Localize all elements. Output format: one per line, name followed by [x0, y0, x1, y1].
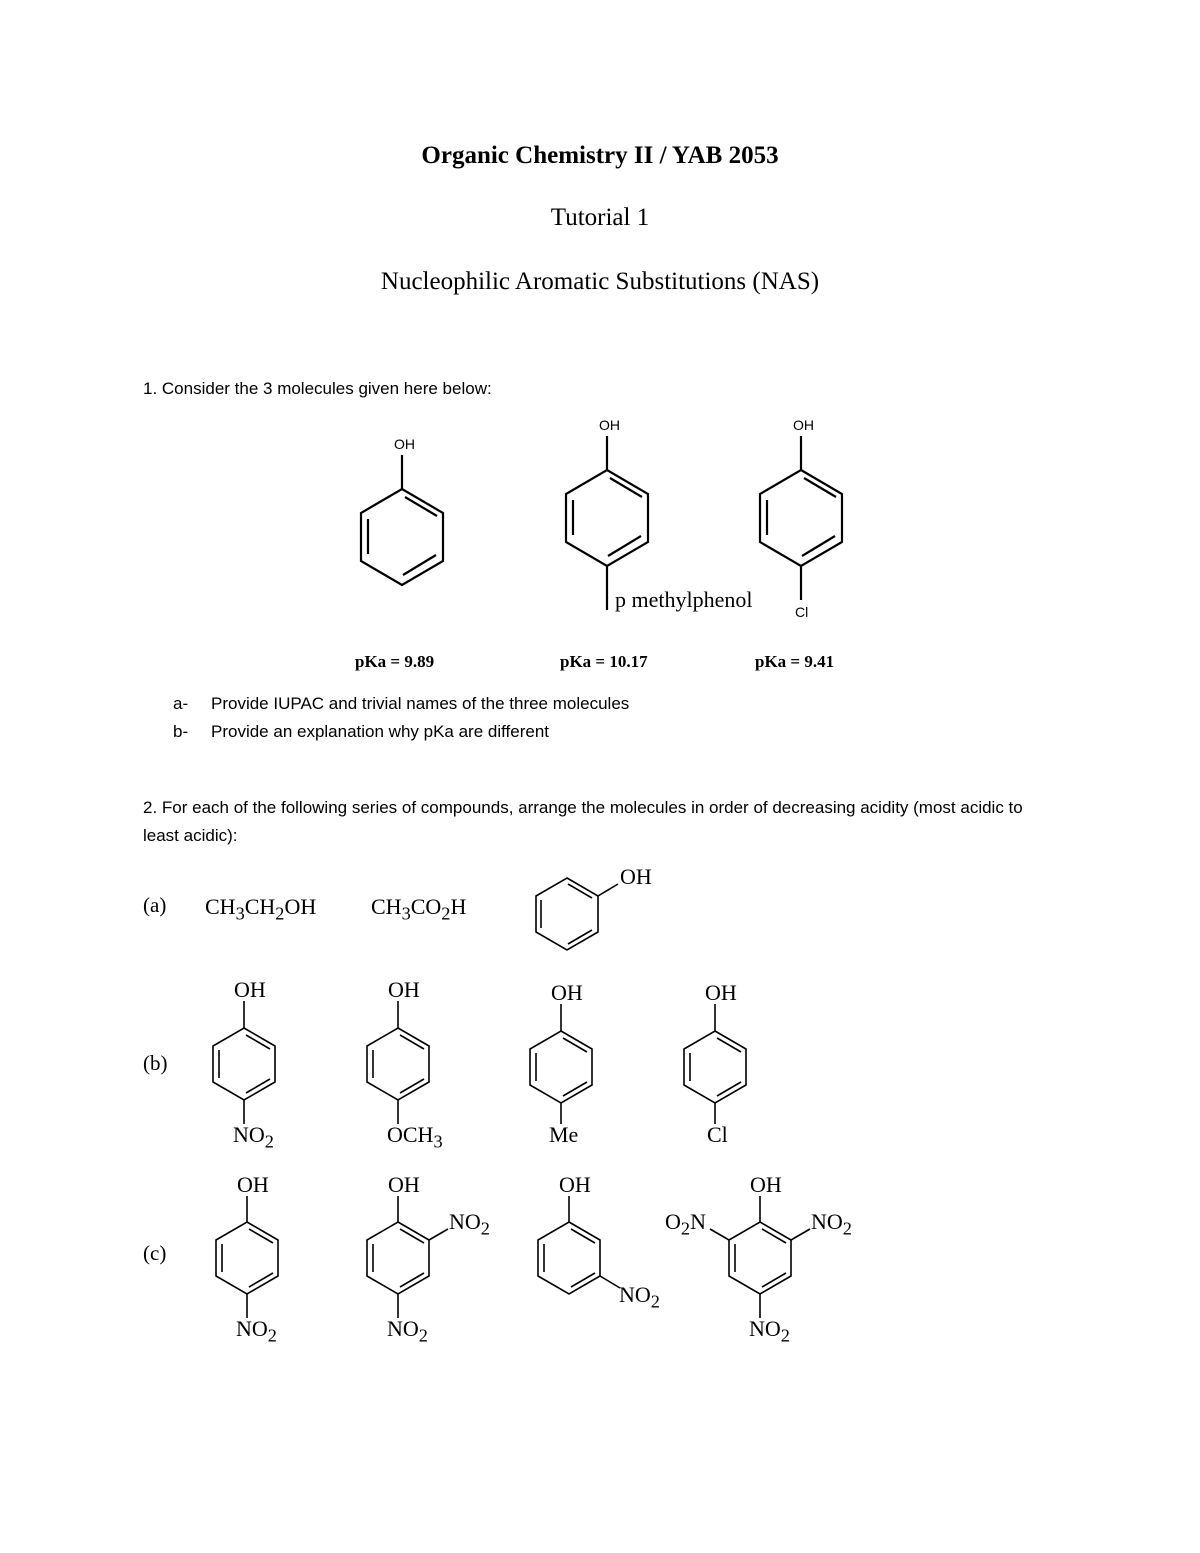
document-topic: Nucleophilic Aromatic Substitutions (NAS) — [380, 268, 820, 295]
question-1-prompt: 1. Consider the 3 molecules given here below: — [143, 379, 492, 398]
phenol-structure — [361, 455, 443, 585]
series-b-m2-oh: OH — [388, 977, 420, 1002]
series-a-phenol-oh-label: OH — [620, 864, 652, 889]
p-methylphenol-structure — [566, 436, 648, 610]
series-b-chloro-label: Cl — [707, 1122, 728, 1147]
question-1a-text: Provide IUPAC and trivial names of the three molecules — [211, 694, 630, 713]
series-c-m4-ortho-nitro-right: $NO_2$ — [811, 1209, 852, 1239]
series-b-structures — [213, 1001, 746, 1124]
series-b-methoxy-label: $OCH_3$ — [387, 1122, 443, 1152]
series-c-label: (c) — [143, 1241, 167, 1265]
series-c-m4-ortho-nitro-left: $O_2N$ — [665, 1209, 706, 1239]
series-c-m4-oh: OH — [750, 1172, 782, 1197]
series-c-m2-oh: OH — [388, 1172, 420, 1197]
p-chlorophenol-structure — [760, 436, 842, 600]
chlorophenol-pka: pKa = 9.41 — [755, 652, 835, 671]
series-b-m1-oh: OH — [234, 977, 266, 1002]
ethanol-formula: $CH_3CH_2OH$ — [205, 894, 317, 924]
methylphenol-note: p methylphenol — [615, 587, 753, 612]
series-b-label: (b) — [143, 1051, 168, 1075]
document-subtitle: Tutorial 1 — [550, 204, 650, 231]
chlorophenol-cl-label: Cl — [795, 604, 809, 620]
methylphenol-pka: pKa = 10.17 — [560, 652, 648, 671]
series-c-m2-para-nitro: $NO_2$ — [387, 1316, 428, 1346]
series-c-m3-oh: OH — [559, 1172, 591, 1197]
phenol-pka: pKa = 9.89 — [355, 652, 435, 671]
acetic-acid-formula: $CH_3CO_2H$ — [371, 894, 467, 924]
series-c-m3-meta-nitro: $NO_2$ — [619, 1282, 660, 1312]
series-c-m1-para-nitro: $NO_2$ — [236, 1316, 277, 1346]
question-2-prompt: 2. For each of the following series of compounds, arrange the molecules in order of decreasing acidity (most acidic to least acidic): — [143, 798, 1023, 845]
series-c-structures — [216, 1196, 810, 1318]
series-c-m1-oh: OH — [237, 1172, 269, 1197]
document-title: Organic Chemistry II / YAB 2053 — [421, 142, 779, 169]
series-b-m3-oh: OH — [551, 980, 583, 1005]
series-a-phenol-structure — [536, 878, 618, 950]
question-1b-text: Provide an explanation why pKa are different — [211, 722, 550, 741]
series-b-methyl-label: Me — [549, 1122, 579, 1147]
methylphenol-oh-label: OH — [599, 417, 620, 433]
series-c-m2-ortho-nitro: $NO_2$ — [449, 1209, 490, 1239]
question-1a-marker: a- — [173, 694, 189, 713]
series-c-m4-para-nitro: $NO_2$ — [749, 1316, 790, 1346]
series-a-label: (a) — [143, 893, 167, 917]
series-b-m4-oh: OH — [705, 980, 737, 1005]
question-1b-marker: b- — [173, 722, 189, 741]
series-b-nitro-label: $NO_2$ — [233, 1122, 274, 1152]
phenol-oh-label: OH — [394, 436, 415, 452]
chlorophenol-oh-label: OH — [793, 417, 814, 433]
